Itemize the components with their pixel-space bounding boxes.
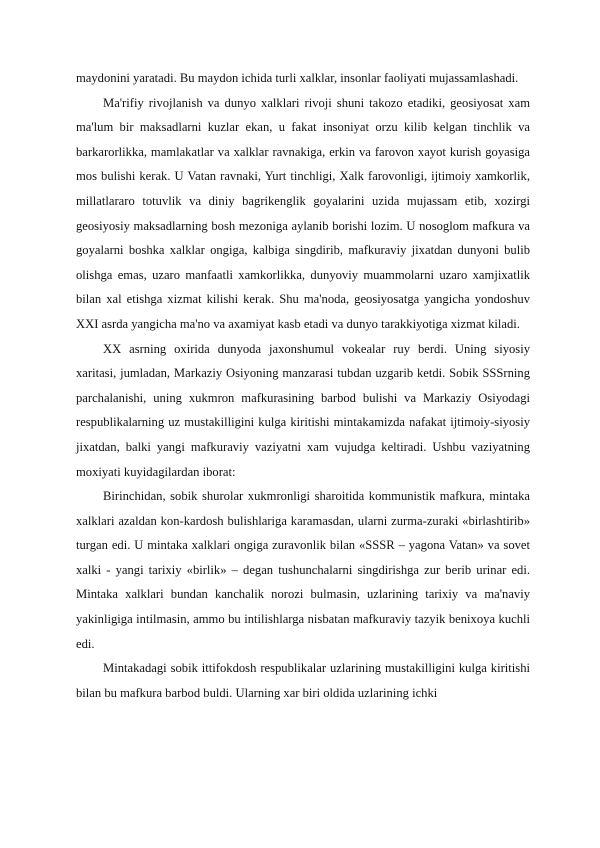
paragraph: Mintakadagi sobik ittifokdosh respublikalar uzlarining mustakilligini kulga kiritishi bilan bu mafkura barbod buldi. Ularning xar biri oldida uzlarining ichki [76,661,530,700]
paragraph: Ma'rifiy rivojlanish va dunyo xalklari rivoji shuni takozo etadiki, geosiyosat xam ma'lum bir maksadlarni kuzlar ekan, u fakat insoniyat orzu kilib kelgan tinchlik va barkarorlikka, mamlakatlar va xalklar ravnakiga, erkin va farovon xayot kurish goyasiga mos bulishi kerak. U Vatan ravnaki, Yurt tinchligi, Xalk farovonligi, ijtimoiy xamkorlik, millatlararo totuvlik va diniy bagrikenglik goyalarini uzida mujassam etib, xozirgi geosiyosiy maksadlarning bosh mezoniga aylanib borishi lozim. U nosoglom mafkura va goyalarni boshka xalklar ongiga, kalbiga singdirib, mafkuraviy jixatdan dunyoni bulib olishga emas, uzaro manfaatli xamkorlikka, dunyoviy muammolarni uzaro xamjixatlik bilan xal etishga xizmat kilishi kerak. Shu ma'noda, geosiyosatga yangicha yondoshuv XXI asrda yangicha ma'no va axamiyat kasb etadi va dunyo tarakkiyotiga xizmat kiladi. [76,95,530,331]
paragraph-continuation: maydonini yaratadi. Bu maydon ichida turli xalklar, insonlar faoliyati mujassamlashadi. [76,71,519,85]
body-text [76,66,530,705]
paragraph: XX asrning oxirida dunyoda jaxonshumul vokealar ruy berdi. Uning siyosiy xaritasi, jumladan, Markaziy Osiyoning manzarasi tubdan uzgarib ketdi. Sobik SSSrning parchalanishi, uning xukmron mafkurasining barbod bulishi va Markaziy Osiyodagi respublikalarning uz mustakilligini kulga kiritishi mintakamizda nafakat ijtimoiy-siyosiy jixatdan, balki yangi mafkuraviy vaziyatni xam vujudga keltiradi. Ushbu vaziyatning moxiyati kuyidagilardan iborat: [76,341,530,479]
paragraph: Birinchidan, sobik shurolar xukmronligi sharoitida kommunistik mafkura, mintaka xalklari azaldan kon-kardosh bulishlariga karamasdan, ularni zurma-zuraki «birlashtirib» turgan edi. U mintaka xalklari ongiga zuravonlik bilan «SSSR – yagona Vatan» va sovet xalki - yangi tarixiy «birlik» – degan tushunchalarni singdirishga zur berib urinar edi. Mintaka xalklari bundan kanchalik norozi bulmasin, uzlarining tarixiy va ma'naviy yakinligiga intilmasin, ammo bu intilishlarga nisbatan mafkuraviy tazyik benixoya kuchli edi. [76,489,530,651]
